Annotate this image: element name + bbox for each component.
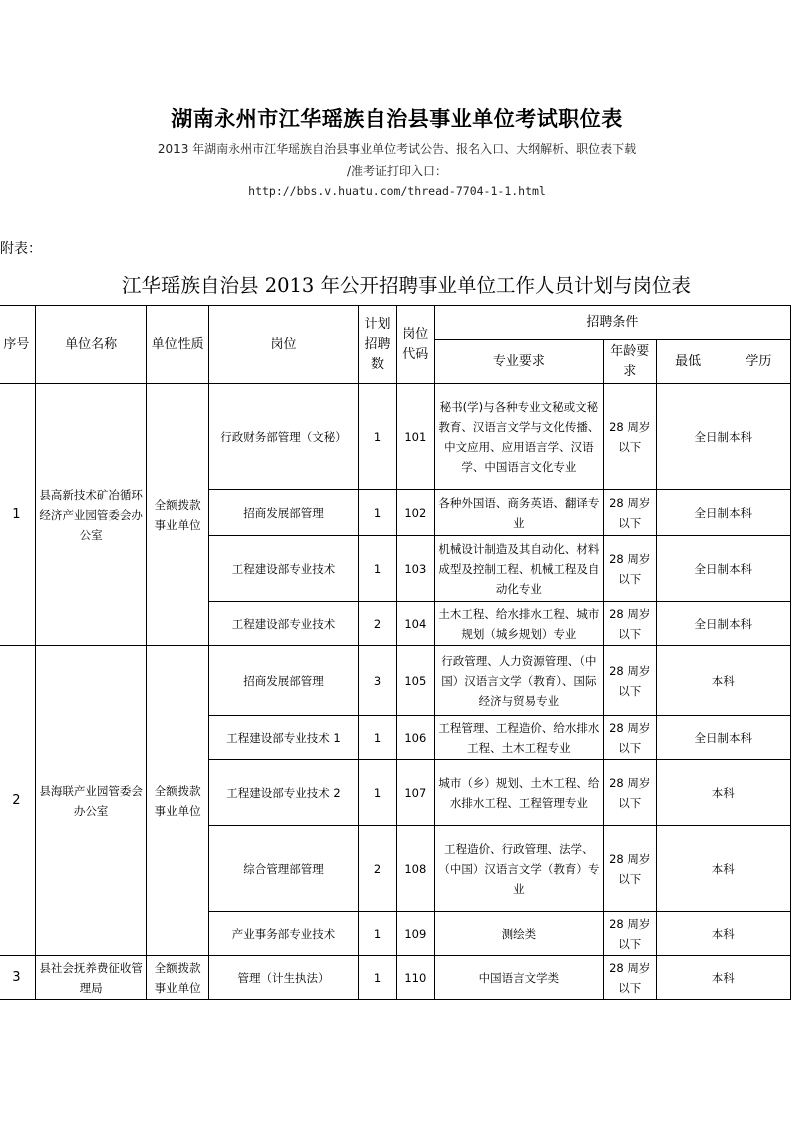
row-code: 102: [396, 490, 434, 536]
col-header-code: 岗位代码: [396, 306, 434, 384]
row-edu: 全日制本科: [656, 490, 790, 536]
row-post: 行政财务部管理（文秘）: [208, 384, 358, 490]
row-nature: 全额拨款事业单位: [147, 384, 208, 646]
row-age: 28 周岁以下: [603, 602, 656, 646]
row-plan: 1: [359, 490, 397, 536]
row-age: 28 周岁以下: [603, 536, 656, 602]
row-post: 工程建设部专业技术 2: [208, 760, 358, 826]
col-header-major: 专业要求: [434, 340, 603, 384]
col-header-edu: [656, 340, 790, 384]
row-plan: 1: [359, 536, 397, 602]
row-code: 101: [396, 384, 434, 490]
row-major: 行政管理、人力资源管理、（中国）汉语言文学（教育）、国际经济与贸易专业: [434, 646, 603, 716]
row-post: 管理（计生执法）: [208, 956, 358, 1000]
row-code: 103: [396, 536, 434, 602]
row-age: 28 周岁以下: [603, 912, 656, 956]
subtitle-line-1: 2013 年湖南永州市江华瑶族自治县事业单位考试公告、报名入口、大纲解析、职位表下载: [157, 142, 637, 156]
row-edu: 本科: [656, 826, 790, 912]
row-major: 秘书(学)与各种专业文秘或文秘教育、汉语言文学与文化传播、中文应用、应用语言学、汉语学、中国语言文化专业: [434, 384, 603, 490]
row-code: 106: [396, 716, 434, 760]
row-edu: 本科: [656, 646, 790, 716]
row-post: 工程建设部专业技术: [208, 602, 358, 646]
row-major: 机械设计制造及其自动化、材料成型及控制工程、机械工程及自动化专业: [434, 536, 603, 602]
row-plan: 1: [359, 760, 397, 826]
row-age: 28 周岁以下: [603, 956, 656, 1000]
col-header-unit: 单位名称: [35, 306, 147, 384]
row-plan: 2: [359, 826, 397, 912]
row-post: 工程建设部专业技术 1: [208, 716, 358, 760]
row-age: 28 周岁以下: [603, 716, 656, 760]
row-plan: 1: [359, 956, 397, 1000]
col-header-age: 年龄要求: [603, 340, 656, 384]
row-major: 工程管理、工程造价、给水排水工程、土木工程专业: [434, 716, 603, 760]
row-age: 28 周岁以下: [603, 646, 656, 716]
row-code: 105: [396, 646, 434, 716]
row-edu: 全日制本科: [656, 536, 790, 602]
row-code: 107: [396, 760, 434, 826]
row-post: 招商发展部管理: [208, 490, 358, 536]
row-plan: 3: [359, 646, 397, 716]
row-post: 综合管理部管理: [208, 826, 358, 912]
row-major: 测绘类: [434, 912, 603, 956]
positions-table: [0, 305, 791, 1000]
row-code: 109: [396, 912, 434, 956]
subtitle-line-2: /准考证打印入口：: [346, 164, 448, 178]
row-major: 城市（乡）规划、土木工程、给水排水工程、工程管理专业: [434, 760, 603, 826]
row-plan: 1: [359, 716, 397, 760]
row-seq: 2: [0, 646, 35, 956]
row-age: 28 周岁以下: [603, 490, 656, 536]
table-row: [0, 646, 791, 716]
row-code: 110: [396, 956, 434, 1000]
row-plan: 1: [359, 384, 397, 490]
row-edu: 本科: [656, 912, 790, 956]
table-title: 江华瑶族自治县 2013 年公开招聘事业单位工作人员计划与岗位表: [122, 274, 692, 297]
row-plan: 2: [359, 602, 397, 646]
row-age: 28 周岁以下: [603, 384, 656, 490]
col-header-edu-b: 学历: [745, 353, 772, 369]
row-major: 各种外国语、商务英语、翻译专业: [434, 490, 603, 536]
col-header-conditions: 招聘条件: [434, 306, 790, 340]
page-title: 湖南永州市江华瑶族自治县事业单位考试职位表: [171, 106, 623, 131]
row-edu: 全日制本科: [656, 384, 790, 490]
row-edu: 本科: [656, 760, 790, 826]
row-unit: 县高新技术矿冶循环经济产业园管委会办公室: [35, 384, 147, 646]
row-plan: 1: [359, 912, 397, 956]
row-age: 28 周岁以下: [603, 826, 656, 912]
row-edu: 全日制本科: [656, 716, 790, 760]
row-nature: 全额拨款事业单位: [147, 646, 208, 956]
row-major: 中国语言文学类: [434, 956, 603, 1000]
col-header-seq: 序号: [0, 306, 35, 384]
row-age: 28 周岁以下: [603, 760, 656, 826]
row-major: 工程造价、行政管理、法学、（中国）汉语言文学（教育）专业: [434, 826, 603, 912]
source-link[interactable]: http://bbs.v.huatu.com/thread-7704-1-1.html: [248, 184, 546, 198]
row-post: 工程建设部专业技术: [208, 536, 358, 602]
row-code: 108: [396, 826, 434, 912]
row-code: 104: [396, 602, 434, 646]
row-post: 招商发展部管理: [208, 646, 358, 716]
row-major: 土木工程、给水排水工程、城市规划（城乡规划）专业: [434, 602, 603, 646]
row-post: 产业事务部专业技术: [208, 912, 358, 956]
table-row: [0, 956, 791, 1000]
table-row: [0, 384, 791, 490]
col-header-nature: 单位性质: [147, 306, 208, 384]
row-edu: 全日制本科: [656, 602, 790, 646]
row-seq: 1: [0, 384, 35, 646]
row-unit: 县海联产业园管委会办公室: [35, 646, 147, 956]
row-unit: 县社会抚养费征收管理局: [35, 956, 147, 1000]
col-header-edu-a: 最低: [675, 353, 702, 369]
row-edu: 本科: [656, 956, 790, 1000]
col-header-plan: 计划招聘数: [359, 306, 397, 384]
row-seq: 3: [0, 956, 35, 1000]
appendix-label: 附表：: [0, 241, 42, 257]
row-nature: 全额拨款事业单位: [147, 956, 208, 1000]
col-header-post: 岗位: [208, 306, 358, 384]
